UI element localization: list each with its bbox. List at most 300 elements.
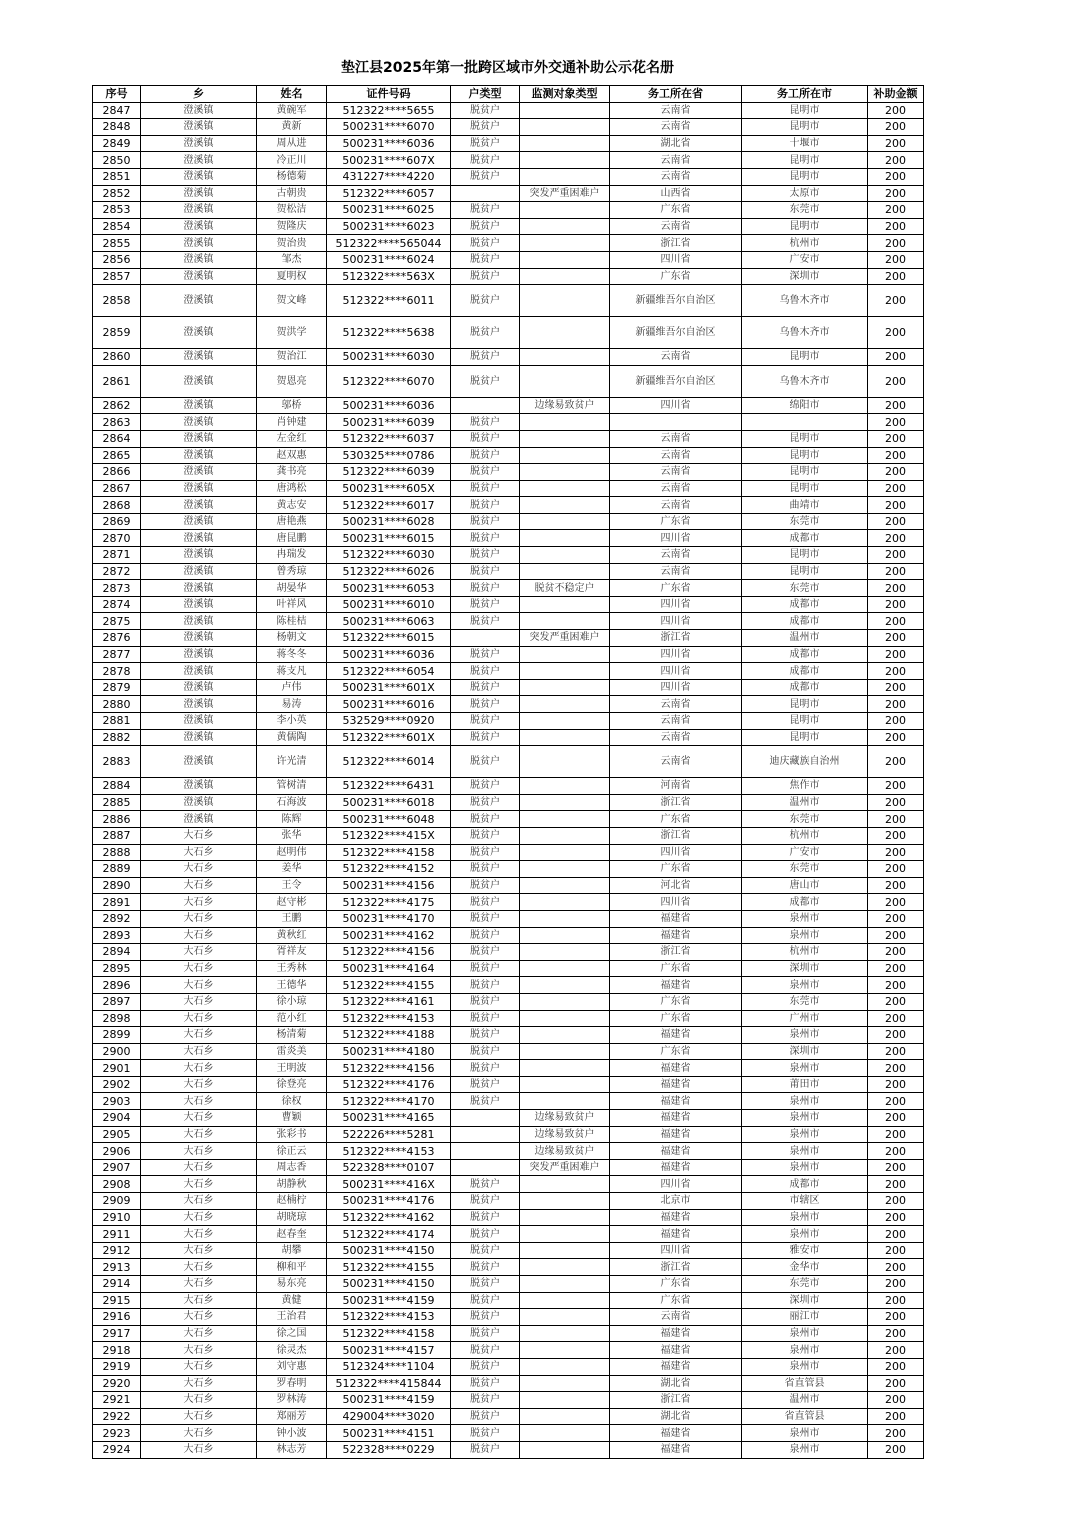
cell-work-province: 福建省 — [610, 1159, 742, 1176]
cell-subsidy-amount: 200 — [868, 713, 924, 730]
cell-household-type: 脱贫户 — [451, 414, 520, 431]
cell-household-type: 脱贫户 — [451, 135, 520, 152]
cell-id-number: 512322****4176 — [327, 1076, 451, 1093]
cell-subsidy-amount: 200 — [868, 464, 924, 481]
cell-monitor-type — [520, 663, 610, 680]
cell-seq: 2869 — [93, 513, 141, 530]
cell-monitor-type — [520, 910, 610, 927]
cell-subsidy-amount: 200 — [868, 613, 924, 630]
cell-work-province: 湖北省 — [610, 135, 742, 152]
table-row — [93, 397, 924, 414]
cell-id-number: 500231****607X — [327, 152, 451, 169]
cell-work-province: 新疆维吾尔自治区 — [610, 365, 742, 397]
cell-monitor-type — [520, 1441, 610, 1458]
cell-township: 大石乡 — [141, 1342, 257, 1359]
cell-subsidy-amount: 200 — [868, 1076, 924, 1093]
cell-work-city: 莆田市 — [742, 1076, 868, 1093]
cell-id-number: 512322****6039 — [327, 464, 451, 481]
cell-household-type: 脱贫户 — [451, 102, 520, 119]
cell-work-province: 北京市 — [610, 1193, 742, 1210]
cell-work-province: 广东省 — [610, 268, 742, 285]
cell-township: 大石乡 — [141, 1242, 257, 1259]
cell-household-type: 脱贫户 — [451, 1010, 520, 1027]
cell-id-number: 500231****6036 — [327, 646, 451, 663]
cell-monitor-type — [520, 480, 610, 497]
cell-work-city: 东莞市 — [742, 1276, 868, 1293]
cell-id-number: 530325****0786 — [327, 447, 451, 464]
cell-monitor-type — [520, 794, 610, 811]
cell-subsidy-amount: 200 — [868, 630, 924, 647]
cell-id-number: 500231****6010 — [327, 596, 451, 613]
cell-seq: 2894 — [93, 944, 141, 961]
cell-seq: 2886 — [93, 811, 141, 828]
cell-household-type: 脱贫户 — [451, 218, 520, 235]
cell-township: 大石乡 — [141, 1226, 257, 1243]
cell-household-type: 脱贫户 — [451, 1325, 520, 1342]
cell-name: 易涛 — [257, 696, 327, 713]
cell-subsidy-amount: 200 — [868, 1325, 924, 1342]
cell-seq: 2853 — [93, 202, 141, 219]
cell-id-number: 500231****4165 — [327, 1110, 451, 1127]
cell-work-province: 云南省 — [610, 480, 742, 497]
cell-work-city: 丽江市 — [742, 1309, 868, 1326]
cell-work-city: 昆明市 — [742, 447, 868, 464]
cell-seq: 2921 — [93, 1392, 141, 1409]
cell-monitor-type — [520, 1425, 610, 1442]
cell-subsidy-amount: 200 — [868, 729, 924, 746]
cell-monitor-type — [520, 1209, 610, 1226]
cell-subsidy-amount: 200 — [868, 778, 924, 795]
cell-work-province: 广东省 — [610, 1043, 742, 1060]
cell-township: 大石乡 — [141, 844, 257, 861]
cell-work-city: 成都市 — [742, 1176, 868, 1193]
cell-work-province: 福建省 — [610, 1143, 742, 1160]
cell-household-type: 脱贫户 — [451, 811, 520, 828]
cell-subsidy-amount: 200 — [868, 168, 924, 185]
cell-work-city: 焦作市 — [742, 778, 868, 795]
cell-township: 澄溪镇 — [141, 102, 257, 119]
cell-work-city: 成都市 — [742, 646, 868, 663]
cell-work-city: 泉州市 — [742, 1027, 868, 1044]
cell-name: 许光清 — [257, 746, 327, 778]
cell-work-province: 四川省 — [610, 646, 742, 663]
cell-township: 大石乡 — [141, 1209, 257, 1226]
table-row — [93, 530, 924, 547]
cell-subsidy-amount: 200 — [868, 910, 924, 927]
cell-township: 澄溪镇 — [141, 630, 257, 647]
cell-id-number: 500231****601X — [327, 679, 451, 696]
cell-work-city: 昆明市 — [742, 547, 868, 564]
cell-household-type: 脱贫户 — [451, 513, 520, 530]
table-row — [93, 235, 924, 252]
cell-work-province: 福建省 — [610, 977, 742, 994]
cell-id-number: 512322****4158 — [327, 1325, 451, 1342]
cell-name: 赵双惠 — [257, 447, 327, 464]
cell-id-number: 500231****6053 — [327, 580, 451, 597]
cell-subsidy-amount: 200 — [868, 894, 924, 911]
cell-township: 澄溪镇 — [141, 729, 257, 746]
cell-id-number: 500231****6018 — [327, 794, 451, 811]
cell-monitor-type: 边缘易致贫户 — [520, 397, 610, 414]
cell-monitor-type — [520, 1176, 610, 1193]
cell-work-province: 广东省 — [610, 1292, 742, 1309]
cell-subsidy-amount: 200 — [868, 827, 924, 844]
cell-work-province: 福建省 — [610, 1076, 742, 1093]
cell-name: 曹颖 — [257, 1110, 327, 1127]
cell-work-province: 云南省 — [610, 1309, 742, 1326]
cell-id-number: 512322****6070 — [327, 365, 451, 397]
cell-work-city: 昆明市 — [742, 729, 868, 746]
cell-seq: 2884 — [93, 778, 141, 795]
cell-id-number: 500231****4157 — [327, 1342, 451, 1359]
cell-work-province: 四川省 — [610, 530, 742, 547]
cell-township: 大石乡 — [141, 910, 257, 927]
cell-seq: 2899 — [93, 1027, 141, 1044]
cell-work-province: 福建省 — [610, 1093, 742, 1110]
cell-township: 澄溪镇 — [141, 119, 257, 136]
cell-monitor-type — [520, 497, 610, 514]
cell-work-province: 广东省 — [610, 960, 742, 977]
cell-work-city: 昆明市 — [742, 430, 868, 447]
cell-township: 澄溪镇 — [141, 513, 257, 530]
cell-work-city: 成都市 — [742, 596, 868, 613]
cell-id-number: 512322****4174 — [327, 1226, 451, 1243]
cell-seq: 2902 — [93, 1076, 141, 1093]
cell-monitor-type: 突发严重困难户 — [520, 630, 610, 647]
cell-subsidy-amount: 200 — [868, 285, 924, 317]
cell-subsidy-amount: 200 — [868, 1193, 924, 1210]
cell-id-number: 512322****4153 — [327, 1010, 451, 1027]
cell-name: 罗林涛 — [257, 1392, 327, 1409]
cell-work-city: 泉州市 — [742, 1159, 868, 1176]
cell-work-province: 浙江省 — [610, 235, 742, 252]
cell-id-number: 500231****6025 — [327, 202, 451, 219]
cell-seq: 2895 — [93, 960, 141, 977]
cell-subsidy-amount: 200 — [868, 646, 924, 663]
cell-work-city: 泉州市 — [742, 1425, 868, 1442]
table-row — [93, 894, 924, 911]
cell-work-province: 福建省 — [610, 910, 742, 927]
cell-work-city: 昆明市 — [742, 168, 868, 185]
cell-seq: 2876 — [93, 630, 141, 647]
cell-household-type — [451, 185, 520, 202]
table-row — [93, 1325, 924, 1342]
table-row — [93, 746, 924, 778]
table-row — [93, 185, 924, 202]
cell-seq: 2915 — [93, 1292, 141, 1309]
cell-household-type: 脱贫户 — [451, 1076, 520, 1093]
cell-work-city: 温州市 — [742, 1392, 868, 1409]
cell-monitor-type — [520, 1043, 610, 1060]
table-row — [93, 480, 924, 497]
cell-seq: 2873 — [93, 580, 141, 597]
cell-subsidy-amount: 200 — [868, 596, 924, 613]
cell-id-number: 500231****4159 — [327, 1392, 451, 1409]
cell-household-type: 脱贫户 — [451, 713, 520, 730]
cell-subsidy-amount: 200 — [868, 1441, 924, 1458]
cell-subsidy-amount: 200 — [868, 1425, 924, 1442]
cell-township: 澄溪镇 — [141, 185, 257, 202]
cell-monitor-type — [520, 927, 610, 944]
cell-work-province: 广东省 — [610, 580, 742, 597]
cell-monitor-type — [520, 894, 610, 911]
cell-id-number: 500231****6039 — [327, 414, 451, 431]
cell-monitor-type — [520, 1193, 610, 1210]
cell-subsidy-amount: 200 — [868, 102, 924, 119]
cell-subsidy-amount: 200 — [868, 268, 924, 285]
table-row — [93, 1309, 924, 1326]
table-row — [93, 861, 924, 878]
cell-monitor-type — [520, 547, 610, 564]
cell-work-province: 福建省 — [610, 1358, 742, 1375]
cell-household-type: 脱贫户 — [451, 152, 520, 169]
table-row — [93, 944, 924, 961]
cell-name: 王令 — [257, 877, 327, 894]
cell-monitor-type: 突发严重困难户 — [520, 185, 610, 202]
header-monitor-type: 监测对象类型 — [520, 86, 610, 103]
table-row — [93, 119, 924, 136]
cell-monitor-type — [520, 811, 610, 828]
cell-seq: 2903 — [93, 1093, 141, 1110]
cell-name: 曾秀琼 — [257, 563, 327, 580]
cell-id-number: 500231****6016 — [327, 696, 451, 713]
cell-work-city: 泉州市 — [742, 1226, 868, 1243]
cell-subsidy-amount: 200 — [868, 119, 924, 136]
cell-township: 澄溪镇 — [141, 663, 257, 680]
cell-seq: 2892 — [93, 910, 141, 927]
cell-id-number: 500231****4150 — [327, 1276, 451, 1293]
cell-township: 澄溪镇 — [141, 414, 257, 431]
cell-household-type — [451, 1159, 520, 1176]
cell-id-number: 500231****6036 — [327, 397, 451, 414]
cell-monitor-type: 脱贫不稳定户 — [520, 580, 610, 597]
cell-monitor-type — [520, 778, 610, 795]
cell-id-number: 512322****6431 — [327, 778, 451, 795]
cell-household-type: 脱贫户 — [451, 613, 520, 630]
table-row — [93, 563, 924, 580]
cell-household-type: 脱贫户 — [451, 168, 520, 185]
cell-monitor-type — [520, 1325, 610, 1342]
cell-household-type: 脱贫户 — [451, 1226, 520, 1243]
cell-name: 王明波 — [257, 1060, 327, 1077]
cell-subsidy-amount: 200 — [868, 1342, 924, 1359]
cell-name: 夏明权 — [257, 268, 327, 285]
cell-work-city: 乌鲁木齐市 — [742, 285, 868, 317]
cell-township: 大石乡 — [141, 861, 257, 878]
cell-monitor-type — [520, 235, 610, 252]
cell-work-city: 泉州市 — [742, 927, 868, 944]
cell-work-city: 广安市 — [742, 844, 868, 861]
cell-seq: 2883 — [93, 746, 141, 778]
table-row — [93, 547, 924, 564]
cell-name: 赵楠柠 — [257, 1193, 327, 1210]
cell-subsidy-amount: 200 — [868, 251, 924, 268]
cell-subsidy-amount: 200 — [868, 1093, 924, 1110]
cell-name: 贺松洁 — [257, 202, 327, 219]
cell-name: 邬桥 — [257, 397, 327, 414]
cell-monitor-type — [520, 168, 610, 185]
cell-name: 范小红 — [257, 1010, 327, 1027]
cell-work-province: 云南省 — [610, 696, 742, 713]
cell-seq: 2896 — [93, 977, 141, 994]
cell-work-province: 四川省 — [610, 397, 742, 414]
cell-name: 蒋支凡 — [257, 663, 327, 680]
cell-monitor-type — [520, 1027, 610, 1044]
header-subsidy-amount: 补助金额 — [868, 86, 924, 103]
cell-work-city: 泉州市 — [742, 1209, 868, 1226]
cell-id-number: 512322****601X — [327, 729, 451, 746]
cell-name: 贺文峰 — [257, 285, 327, 317]
table-row — [93, 827, 924, 844]
cell-work-city: 绵阳市 — [742, 397, 868, 414]
cell-township: 澄溪镇 — [141, 613, 257, 630]
table-row — [93, 1126, 924, 1143]
cell-name: 胥祥友 — [257, 944, 327, 961]
cell-name: 石海波 — [257, 794, 327, 811]
cell-monitor-type — [520, 102, 610, 119]
cell-monitor-type — [520, 317, 610, 349]
cell-household-type: 脱贫户 — [451, 1259, 520, 1276]
cell-household-type: 脱贫户 — [451, 746, 520, 778]
cell-id-number: 512322****4156 — [327, 944, 451, 961]
cell-work-city: 泉州市 — [742, 977, 868, 994]
table-row — [93, 102, 924, 119]
cell-id-number: 500231****6030 — [327, 349, 451, 366]
table-row — [93, 630, 924, 647]
cell-name: 罗春明 — [257, 1375, 327, 1392]
cell-monitor-type — [520, 1375, 610, 1392]
cell-seq: 2893 — [93, 927, 141, 944]
cell-household-type: 脱贫户 — [451, 1043, 520, 1060]
cell-seq: 2906 — [93, 1143, 141, 1160]
table-row — [93, 1242, 924, 1259]
cell-subsidy-amount: 200 — [868, 1276, 924, 1293]
cell-seq: 2855 — [93, 235, 141, 252]
cell-household-type: 脱贫户 — [451, 646, 520, 663]
cell-seq: 2914 — [93, 1276, 141, 1293]
cell-work-city: 成都市 — [742, 679, 868, 696]
cell-name: 刘守惠 — [257, 1358, 327, 1375]
roster-table — [92, 85, 924, 1459]
cell-work-city: 广安市 — [742, 251, 868, 268]
cell-township: 澄溪镇 — [141, 794, 257, 811]
cell-monitor-type — [520, 877, 610, 894]
cell-monitor-type — [520, 596, 610, 613]
cell-name: 胡攀 — [257, 1242, 327, 1259]
cell-monitor-type: 边缘易致贫户 — [520, 1143, 610, 1160]
cell-township: 大石乡 — [141, 1159, 257, 1176]
cell-township: 大石乡 — [141, 927, 257, 944]
cell-work-city: 东莞市 — [742, 202, 868, 219]
cell-work-province: 福建省 — [610, 1325, 742, 1342]
cell-work-city: 曲靖市 — [742, 497, 868, 514]
cell-work-city: 成都市 — [742, 663, 868, 680]
table-row — [93, 1276, 924, 1293]
cell-subsidy-amount: 200 — [868, 1375, 924, 1392]
cell-work-city: 泉州市 — [742, 1325, 868, 1342]
cell-id-number: 512322****6017 — [327, 497, 451, 514]
cell-work-province: 四川省 — [610, 251, 742, 268]
cell-id-number: 512322****4153 — [327, 1143, 451, 1160]
cell-household-type: 脱贫户 — [451, 235, 520, 252]
cell-seq: 2907 — [93, 1159, 141, 1176]
table-row — [93, 794, 924, 811]
cell-monitor-type — [520, 218, 610, 235]
cell-seq: 2905 — [93, 1126, 141, 1143]
cell-id-number: 500231****4176 — [327, 1193, 451, 1210]
table-row — [93, 1143, 924, 1160]
cell-id-number: 512322****4155 — [327, 1259, 451, 1276]
cell-subsidy-amount: 200 — [868, 1043, 924, 1060]
cell-work-city: 泉州市 — [742, 1143, 868, 1160]
cell-seq: 2856 — [93, 251, 141, 268]
cell-subsidy-amount: 200 — [868, 960, 924, 977]
cell-seq: 2867 — [93, 480, 141, 497]
cell-seq: 2847 — [93, 102, 141, 119]
cell-name: 陈辉 — [257, 811, 327, 828]
cell-name: 黄儒陶 — [257, 729, 327, 746]
cell-seq: 2851 — [93, 168, 141, 185]
cell-monitor-type — [520, 135, 610, 152]
cell-subsidy-amount: 200 — [868, 202, 924, 219]
cell-township: 澄溪镇 — [141, 679, 257, 696]
cell-seq: 2911 — [93, 1226, 141, 1243]
cell-name: 卢伟 — [257, 679, 327, 696]
cell-work-province: 云南省 — [610, 102, 742, 119]
cell-id-number: 532529****0920 — [327, 713, 451, 730]
cell-household-type: 脱贫户 — [451, 679, 520, 696]
cell-id-number: 512322****4170 — [327, 1093, 451, 1110]
cell-monitor-type — [520, 861, 610, 878]
cell-id-number: 500231****605X — [327, 480, 451, 497]
cell-work-province: 福建省 — [610, 927, 742, 944]
cell-household-type: 脱贫户 — [451, 729, 520, 746]
cell-household-type: 脱贫户 — [451, 580, 520, 597]
cell-monitor-type — [520, 349, 610, 366]
cell-id-number: 500231****6028 — [327, 513, 451, 530]
cell-township: 澄溪镇 — [141, 251, 257, 268]
cell-township: 大石乡 — [141, 1292, 257, 1309]
cell-township: 澄溪镇 — [141, 746, 257, 778]
cell-household-type: 脱贫户 — [451, 119, 520, 136]
cell-id-number: 512322****6057 — [327, 185, 451, 202]
table-row — [93, 447, 924, 464]
cell-id-number: 500231****6070 — [327, 119, 451, 136]
table-row — [93, 218, 924, 235]
cell-id-number: 500231****4162 — [327, 927, 451, 944]
cell-work-province: 云南省 — [610, 497, 742, 514]
cell-work-province: 广东省 — [610, 811, 742, 828]
cell-subsidy-amount: 200 — [868, 1392, 924, 1409]
cell-monitor-type — [520, 1309, 610, 1326]
cell-id-number: 512322****4175 — [327, 894, 451, 911]
cell-work-city: 杭州市 — [742, 827, 868, 844]
cell-household-type: 脱贫户 — [451, 1209, 520, 1226]
cell-work-province: 云南省 — [610, 218, 742, 235]
cell-id-number: 512322****5638 — [327, 317, 451, 349]
cell-id-number: 512322****563X — [327, 268, 451, 285]
cell-name: 贺治贵 — [257, 235, 327, 252]
table-row — [93, 613, 924, 630]
cell-subsidy-amount: 200 — [868, 397, 924, 414]
cell-work-city: 昆明市 — [742, 696, 868, 713]
cell-work-city: 省直管县 — [742, 1408, 868, 1425]
cell-household-type: 脱贫户 — [451, 944, 520, 961]
cell-township: 澄溪镇 — [141, 218, 257, 235]
cell-monitor-type — [520, 1342, 610, 1359]
cell-township: 澄溪镇 — [141, 530, 257, 547]
cell-township: 大石乡 — [141, 1110, 257, 1127]
